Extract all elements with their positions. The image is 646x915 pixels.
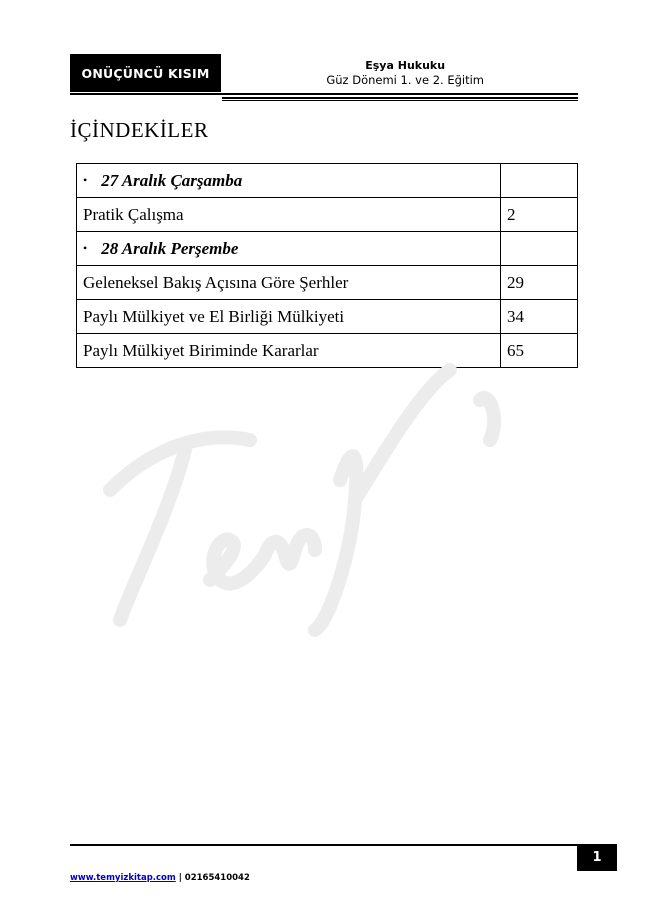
footer-contact — [70, 873, 250, 883]
bullet-icon: • — [83, 240, 88, 255]
page-number-box — [577, 844, 617, 871]
toc-page-number: 2 — [501, 198, 578, 232]
toc-row[interactable] — [77, 300, 578, 334]
toc-row — [77, 232, 578, 266]
toc-page-number: 65 — [501, 334, 578, 368]
toc-page-cell — [501, 232, 578, 266]
footer-separator: | — [178, 873, 182, 883]
section-label: ONÜÇÜNCÜ KISIM — [81, 65, 210, 81]
toc-entry-label[interactable]: Pratik Çalışma — [77, 198, 501, 232]
toc-page-cell — [501, 164, 578, 198]
course-header — [326, 58, 484, 88]
toc-entry-label[interactable]: Geleneksel Bakış Açısına Göre Şerhler — [77, 266, 501, 300]
toc-entry-label[interactable]: Paylı Mülkiyet ve El Birliği Mülkiyeti — [77, 300, 501, 334]
toc-title: İÇİNDEKİLER — [70, 118, 209, 142]
header-rule — [70, 93, 578, 95]
website-link[interactable]: www.temyizkitap.com — [70, 873, 176, 883]
toc-day-heading: • 27 Aralık Çarşamba — [77, 164, 501, 198]
section-label-box — [70, 54, 221, 92]
bullet-icon: • — [83, 172, 88, 187]
footer-rule — [70, 844, 578, 846]
phone-number: 02165410042 — [184, 873, 250, 883]
toc-day-heading: • 28 Aralık Perşembe — [77, 232, 501, 266]
temyiz-signature-watermark-icon — [90, 330, 550, 650]
page-number: 1 — [592, 850, 602, 865]
toc-page-number: 34 — [501, 300, 578, 334]
toc-entry-label[interactable]: Paylı Mülkiyet Biriminde Kararlar — [77, 334, 501, 368]
header-rule-thin — [222, 100, 578, 101]
toc-row[interactable] — [77, 266, 578, 300]
toc-row[interactable] — [77, 198, 578, 232]
course-subtitle: Güz Dönemi 1. ve 2. Eğitim — [326, 73, 484, 87]
toc-page-number: 29 — [501, 266, 578, 300]
toc-row — [77, 164, 578, 198]
header-rule-double — [222, 97, 578, 99]
course-title: Eşya Hukuku — [365, 59, 446, 72]
